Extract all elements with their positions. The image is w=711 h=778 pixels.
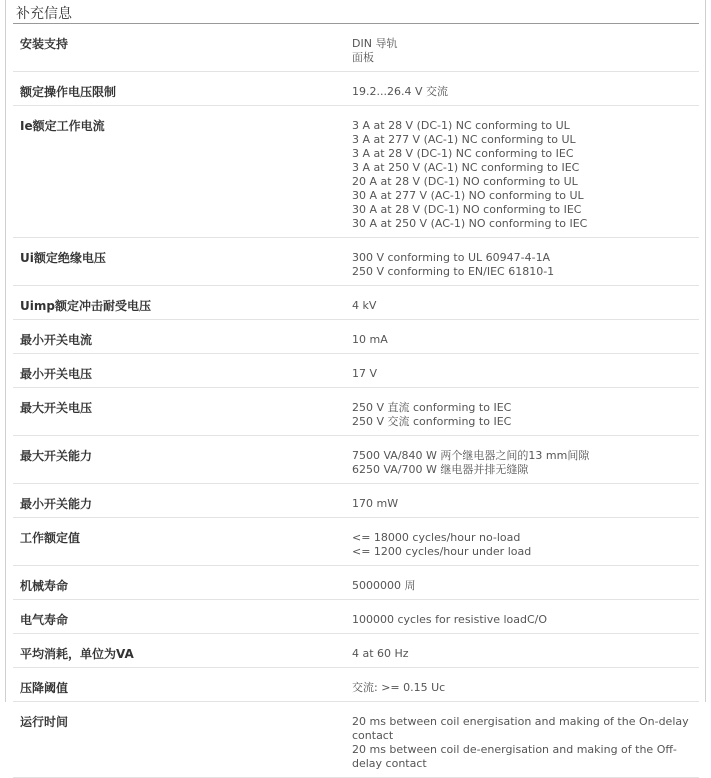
- spec-values: [352, 119, 699, 231]
- spec-row: [13, 354, 699, 388]
- spec-label: 最小开关电压: [20, 367, 93, 381]
- spec-values: [352, 497, 699, 511]
- spec-value: 4 kV: [352, 299, 377, 312]
- spec-values: [352, 299, 699, 313]
- section-title: 补充信息: [16, 6, 72, 22]
- spec-value: 交流: >= 0.15 Uc: [352, 681, 446, 694]
- spec-label: Uimp额定冲击耐受电压: [20, 299, 151, 313]
- spec-row: [13, 702, 699, 778]
- spec-value: DIN 导轨: [352, 37, 398, 50]
- spec-row: [13, 286, 699, 320]
- spec-row: [13, 566, 699, 600]
- spec-value: 6250 VA/700 W 继电器并排无缝隙: [352, 463, 529, 476]
- spec-row: [13, 24, 699, 72]
- spec-value: 4 at 60 Hz: [352, 647, 409, 660]
- spec-value: 7500 VA/840 W 两个继电器之间的13 mm间隙: [352, 449, 590, 462]
- spec-table: [13, 24, 699, 778]
- spec-value: 5000000 周: [352, 579, 416, 592]
- spec-values: [352, 251, 699, 279]
- spec-value: 19.2...26.4 V 交流: [352, 85, 448, 98]
- spec-label: 机械寿命: [20, 579, 69, 593]
- spec-label: 最小开关电流: [20, 333, 93, 347]
- spec-value: <= 1200 cycles/hour under load: [352, 545, 532, 558]
- spec-values: [352, 531, 699, 559]
- section-header: [13, 0, 699, 24]
- spec-value: 20 ms between coil energisation and making of the On-delay: [352, 715, 689, 728]
- spec-row: [13, 436, 699, 484]
- spec-value: 170 mW: [352, 497, 399, 510]
- spec-value: 250 V conforming to EN/IEC 61810-1: [352, 265, 555, 278]
- spec-values: [352, 85, 699, 99]
- spec-label: 电气寿命: [20, 613, 69, 627]
- spec-row: [13, 600, 699, 634]
- spec-row: [13, 484, 699, 518]
- spec-value: <= 18000 cycles/hour no-load: [352, 531, 521, 544]
- spec-row: [13, 518, 699, 566]
- spec-row: [13, 106, 699, 238]
- spec-label: 最大开关能力: [20, 449, 93, 463]
- spec-values: [352, 715, 699, 771]
- spec-value: 30 A at 250 V (AC-1) NO conforming to IEC: [352, 217, 588, 230]
- spec-values: [352, 579, 699, 593]
- spec-value: 17 V: [352, 367, 378, 380]
- spec-row: [13, 72, 699, 106]
- spec-value: 面板: [352, 51, 374, 64]
- spec-value: 3 A at 277 V (AC-1) NC conforming to UL: [352, 133, 576, 146]
- spec-label: 最大开关电压: [20, 401, 93, 415]
- spec-value: delay contact: [352, 757, 427, 770]
- spec-label: 压降阈值: [20, 681, 69, 695]
- spec-label: 额定操作电压限制: [20, 85, 117, 99]
- spec-value: 30 A at 28 V (DC-1) NO conforming to IEC: [352, 203, 582, 216]
- spec-value: 3 A at 28 V (DC-1) NC conforming to UL: [352, 119, 570, 132]
- spec-values: [352, 647, 699, 661]
- spec-label: 运行时间: [20, 715, 69, 729]
- spec-values: [352, 449, 699, 477]
- spec-value: 10 mA: [352, 333, 388, 346]
- spec-label: Ui额定绝缘电压: [20, 251, 106, 265]
- spec-value: 250 V 交流 conforming to IEC: [352, 415, 512, 428]
- spec-value: 30 A at 277 V (AC-1) NO conforming to UL: [352, 189, 584, 202]
- page-frame: [5, 0, 706, 770]
- spec-row: [13, 668, 699, 702]
- spec-value: 250 V 直流 conforming to IEC: [352, 401, 512, 414]
- spec-value: 20 A at 28 V (DC-1) NO conforming to UL: [352, 175, 578, 188]
- spec-value: 3 A at 28 V (DC-1) NC conforming to IEC: [352, 147, 574, 160]
- spec-label: 平均消耗，单位为VA: [20, 647, 134, 661]
- spec-values: [352, 367, 699, 381]
- spec-row: [13, 238, 699, 286]
- spec-value: 3 A at 250 V (AC-1) NC conforming to IEC: [352, 161, 580, 174]
- spec-label: 最小开关能力: [20, 497, 93, 511]
- spec-row: [13, 634, 699, 668]
- spec-value: 100000 cycles for resistive loadC/O: [352, 613, 548, 626]
- spec-values: [352, 613, 699, 627]
- spec-label: 工作额定值: [20, 531, 81, 545]
- spec-values: [352, 333, 699, 347]
- spec-values: [352, 401, 699, 429]
- spec-label: 安装支持: [20, 37, 69, 51]
- spec-value: 20 ms between coil de-energisation and making of the Off-: [352, 743, 677, 756]
- spec-value: contact: [352, 729, 394, 742]
- spec-value: 300 V conforming to UL 60947-4-1A: [352, 251, 551, 264]
- spec-values: [352, 37, 699, 65]
- spec-values: [352, 681, 699, 695]
- spec-label: Ie额定工作电流: [20, 119, 105, 133]
- spec-row: [13, 320, 699, 354]
- spec-row: [13, 388, 699, 436]
